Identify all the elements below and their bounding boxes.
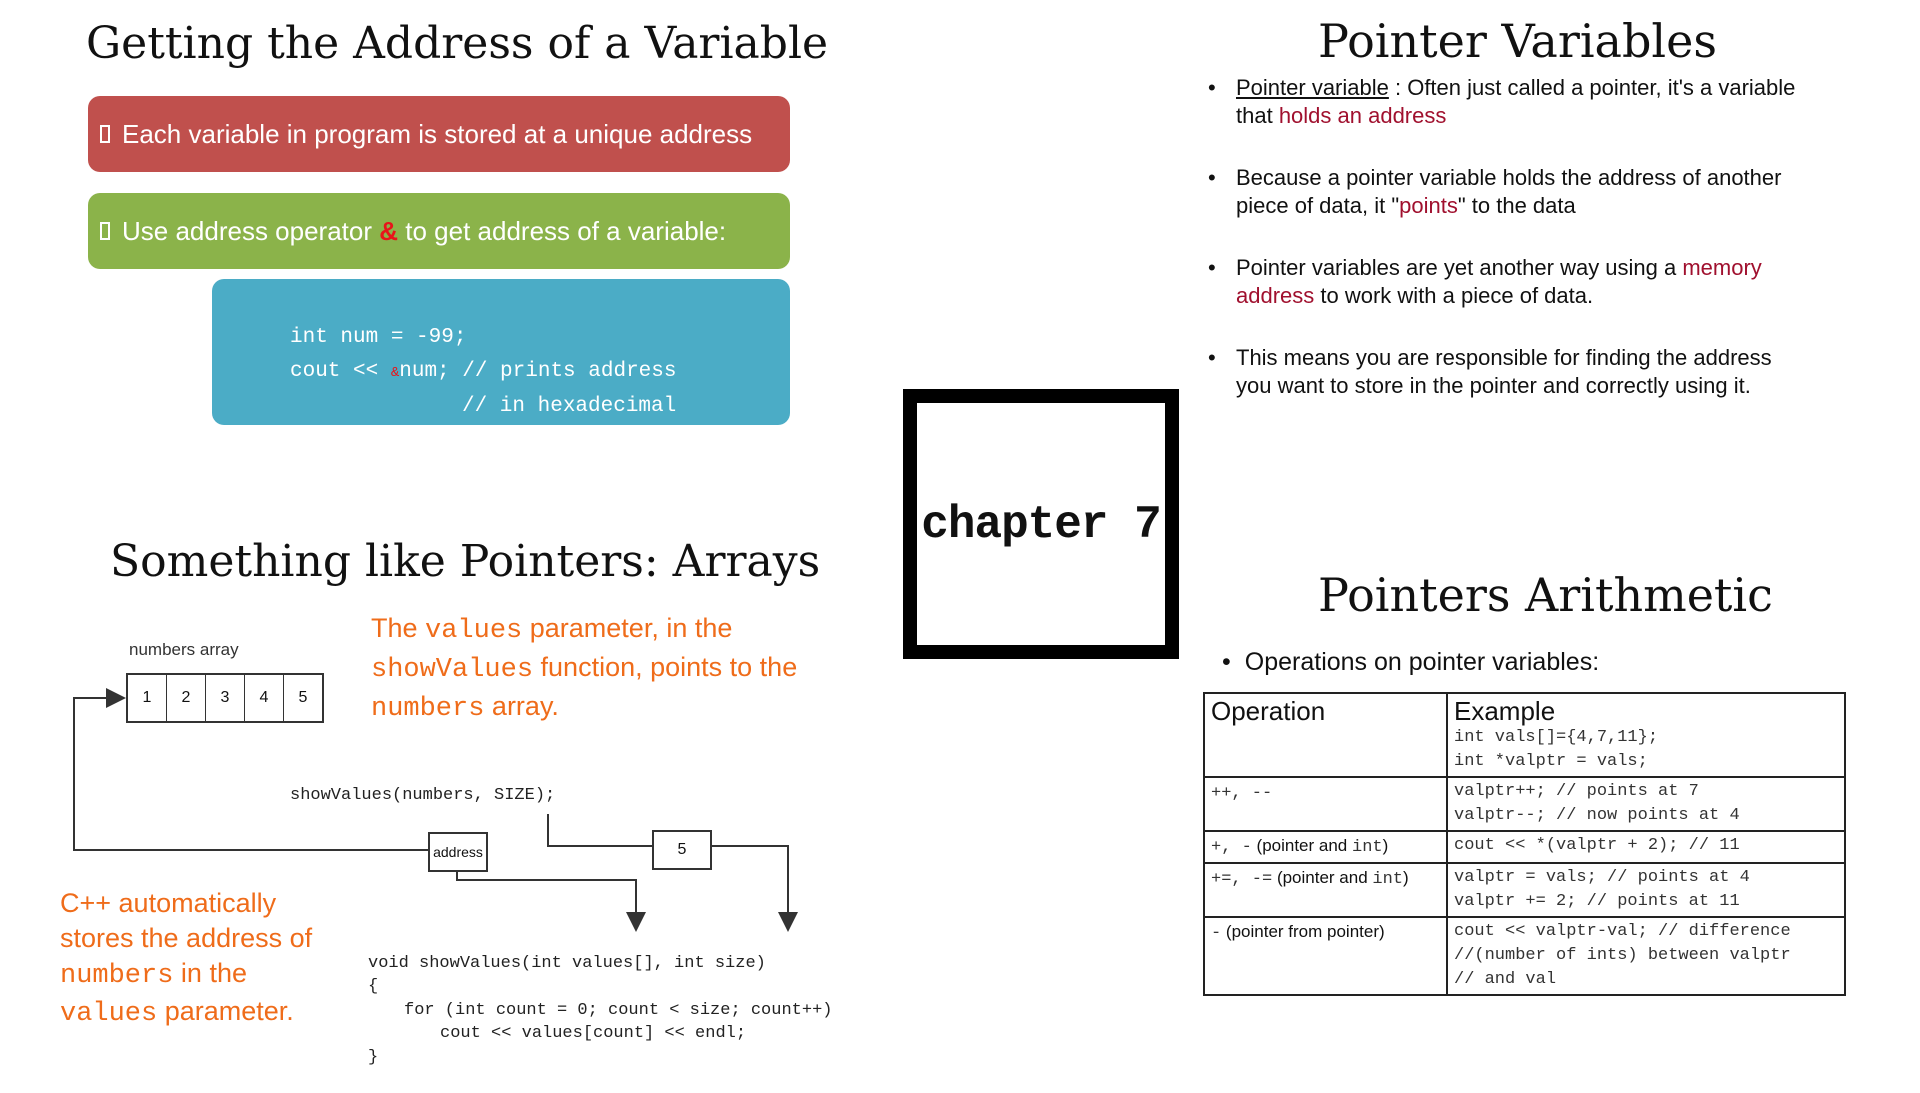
title-pointer-variables: Pointer Variables [1318, 14, 1717, 68]
table-row: ++, -- valptr++; // points at 7 valptr--; // now points at 4 [1204, 777, 1845, 831]
note-values-parameter: The values parameter, in the showValues function, points to the numbers array. [371, 613, 798, 724]
green-box-text: Use address operator & to get address of a variable: [122, 215, 727, 246]
call-line: showValues(numbers, SIZE); [290, 786, 556, 805]
array-cell: 4 [245, 675, 284, 721]
code-line-2: cout << &num; // prints address [290, 360, 677, 383]
array-label: numbers array [129, 640, 239, 659]
array-cell: 2 [167, 675, 206, 721]
bullet-2: • Because a pointer variable holds the address of another piece of data, it "points" to the data [1208, 164, 1808, 220]
bullet-3: • Pointer variables are yet another way using a memory address to work with a piece of data. [1208, 254, 1808, 310]
size-value-box: 5 [652, 830, 712, 870]
code-line-1: int num = -99; [290, 326, 467, 349]
address-box: address [428, 832, 488, 872]
chapter-label: chapter 7 [921, 499, 1161, 551]
table-row: +=, -= (pointer and int) valptr = vals; // points at 4 valptr += 2; // points at 11 [1204, 863, 1845, 917]
array-cell: 5 [298, 689, 308, 706]
title-arrays: Something like Pointers: Arrays [110, 536, 821, 587]
array-cell: 1 [128, 675, 167, 721]
operations-table [1203, 692, 1846, 996]
function-code: void showValues(int values[], int size) { for (int count = 0; count < size; count++) cout << values[count] << endl; } [368, 953, 833, 1067]
red-box-text: Each variable in program is stored at a unique address [122, 118, 753, 149]
bullet-1: • Pointer variable : Often just called a pointer, it's a variable that holds an address [1208, 74, 1808, 130]
title-pointers-arithmetic: Pointers Arithmetic [1318, 568, 1773, 622]
note-cpp-address: C++ automatically stores the address of numbers in the values parameter. [60, 888, 313, 1029]
header-example: Example [1454, 696, 1556, 726]
arithmetic-intro: • Operations on pointer variables: [1222, 648, 1600, 676]
table-row: +, - (pointer and int) cout << *(valptr + 2); // 11 [1204, 831, 1845, 863]
ampersand-operator: & [379, 215, 399, 246]
header-operation: Operation [1211, 696, 1326, 726]
table-row: Operation Example int vals[]={4,7,11}; int *valptr = vals; [1204, 693, 1845, 777]
code-line-3: // in hexadecimal [462, 395, 677, 418]
title-address-of-variable: Getting the Address of a Variable [86, 18, 829, 69]
bullet-4: • This means you are responsible for finding the address you want to store in the pointer and correctly using it. [1208, 344, 1808, 400]
array-cell: 3 [206, 675, 245, 721]
table-row: - (pointer from pointer) cout << valptr-val; // difference //(number of ints) between valptr // and val [1204, 917, 1845, 995]
